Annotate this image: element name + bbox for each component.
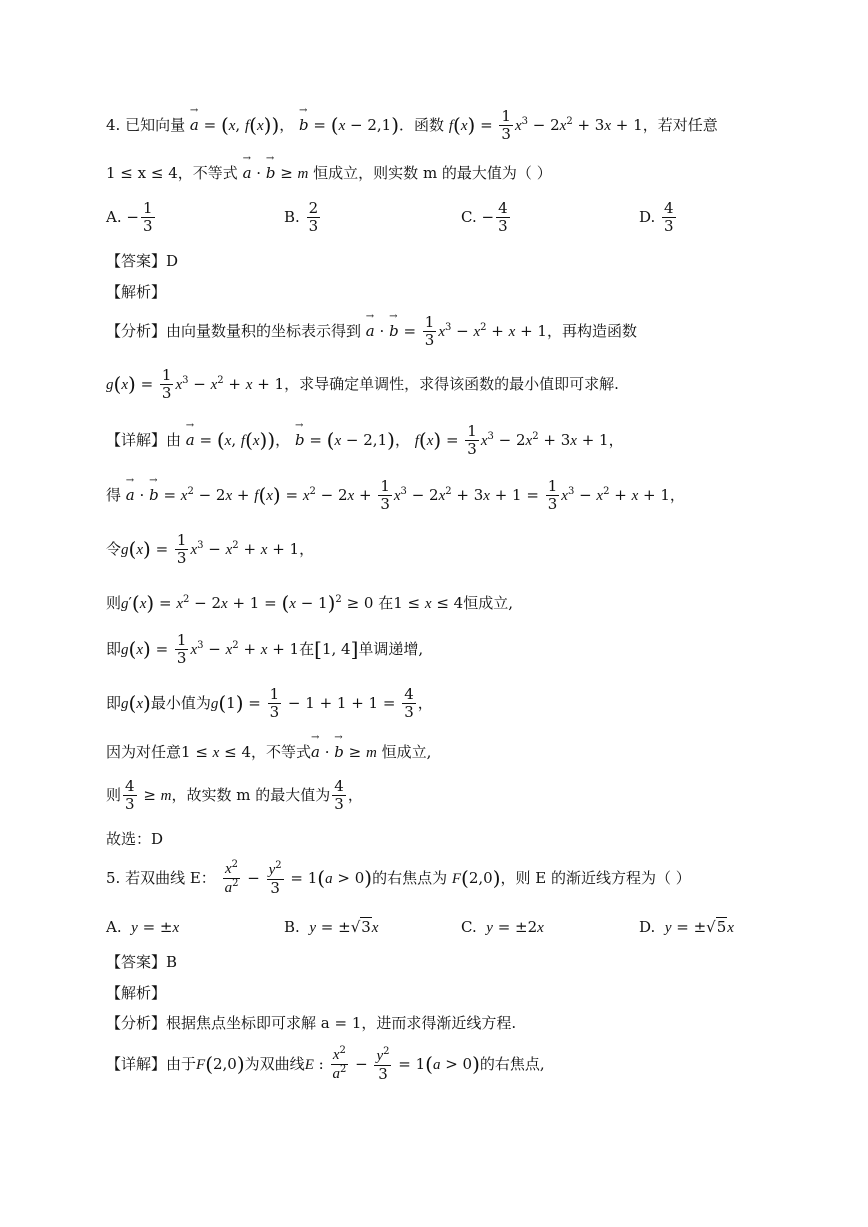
q4-ineq-label: ，不等式 [177,164,238,182]
q4-analysis-line1: 【分析】由向量数量积的坐标表示得到 → a · → b = $\frac{1}{3}$ $x^3 - x^2 + x + 1$，再构造函数 [106,314,637,350]
q4-stem-line2: 1 ≤ x ≤ 4，不等式 → a · → b ≥ m 恒成立，则实数 m 的最大值为（ ） [106,162,552,183]
q4-sep2: ．函数 [399,115,445,134]
q4-detail-line5: 即g(x) = $\frac{1}{3}$ $x^3 - x^2 + x + 1$在[1, 4]单调递增, [106,631,424,668]
q4-stem-suffix2: 恒成立，则实数 m 的最大值为（ ） [313,164,552,182]
q4-detail-line8: 则 $\frac{4}{3}$ ≥ m，故实数 m 的最大值为 $\frac{4}{3}$ ， [106,777,363,814]
q4-analysis-line2: g(x) = $\frac{1}{3}$ $x^3 - x^2 + x + 1$，求导确定单调性，求得该函数的最小值即可求解. [106,366,619,403]
q4-option-b[interactable]: B. $\frac{2}{3}$ [284,199,319,236]
q4-stem-prefix: 4. 已知向量 [106,115,186,134]
q4-stem-line1: 4. 已知向量 → a = (x, f(x))， → b = (x − 2,1)．函数 f(x) = $\frac{1}{3}$ $x^3 - 2x^2 + 3x + 1$，若对任意 [106,108,718,144]
q5-analysis: 【分析】根据焦点坐标即可求解 a = 1，进而求得渐近线方程. [106,1014,517,1032]
q5-option-b[interactable]: B. y = ±√3x [284,918,379,936]
q4-stem-suffix: ，若对任意 [642,115,718,134]
q5-detail: 【详解】由于F(2,0)为双曲线E : $\frac{x^2}{a^2}$ − $\frac{y^2}{3}$ = 1(a > 0)的右焦点, [106,1045,545,1083]
q4-option-c[interactable]: C. − $\frac{4}{3}$ [461,199,508,236]
q4-answer: 【答案】D [106,252,179,270]
q4-option-a[interactable]: A. − $\frac{1}{3}$ [106,199,153,236]
q5-option-c[interactable]: C. y = ±2x [461,918,544,936]
q4-range: 1 ≤ x ≤ 4 [106,164,178,182]
q5-answer: 【答案】B [106,953,178,971]
q4-detail-line3: 令g(x) = $\frac{1}{3}$ $x^3 - x^2 + x + 1$， [106,531,315,568]
q5-option-a[interactable]: A. y = ±x [106,918,180,936]
q4-detail-line1: 【详解】由 → a = (x, f(x))， → b = (x − 2,1)， f(x) = $\frac{1}{3}$ $x^3 - 2x^2 + 3x + 1$， [106,423,624,459]
q4-detail-line2: 得 → a · → $b = x^2 - 2x + f(x) = x^2 - 2x$ + $\frac{1}{3}$ $x^3 - 2x^2 + 3x + 1$ = $\frac{1}{3}$ $x^3 - x^2 + x + 1$， [106,478,685,514]
q4-jiexi: 【解析】 [106,283,167,301]
q4-sep1: ， [279,115,295,134]
q5-jiexi: 【解析】 [106,984,167,1002]
q4-option-d[interactable]: D. $\frac{4}{3}$ [639,199,674,236]
q5-option-d[interactable]: D. y = ±√5x [639,918,734,936]
q4-chose: 故选：D [106,830,164,848]
q5-stem: 5. 若双曲线 E： $\frac{x^2}{a^2}$ − $\frac{y^2}{3}$ = 1(a > 0)的右焦点为 F(2,0)，则 E 的渐近线方程为（ ） [106,859,691,897]
q4-detail-line4: 则$g'(x) = x^2 - 2x + 1 = (x - 1)^2 \ge 0$ 在1 ≤ x ≤ 4恒成立, [106,591,513,615]
q4-detail-line7: 因为对任意1 ≤ x ≤ 4，不等式→ a · → b ≥ m 恒成立, [106,741,431,762]
q4-detail-line6: 即g(x)最小值为g(1) = $\frac{1}{3}$ − 1 + 1 + 1 = $\frac{4}{3}$ ， [106,685,433,722]
